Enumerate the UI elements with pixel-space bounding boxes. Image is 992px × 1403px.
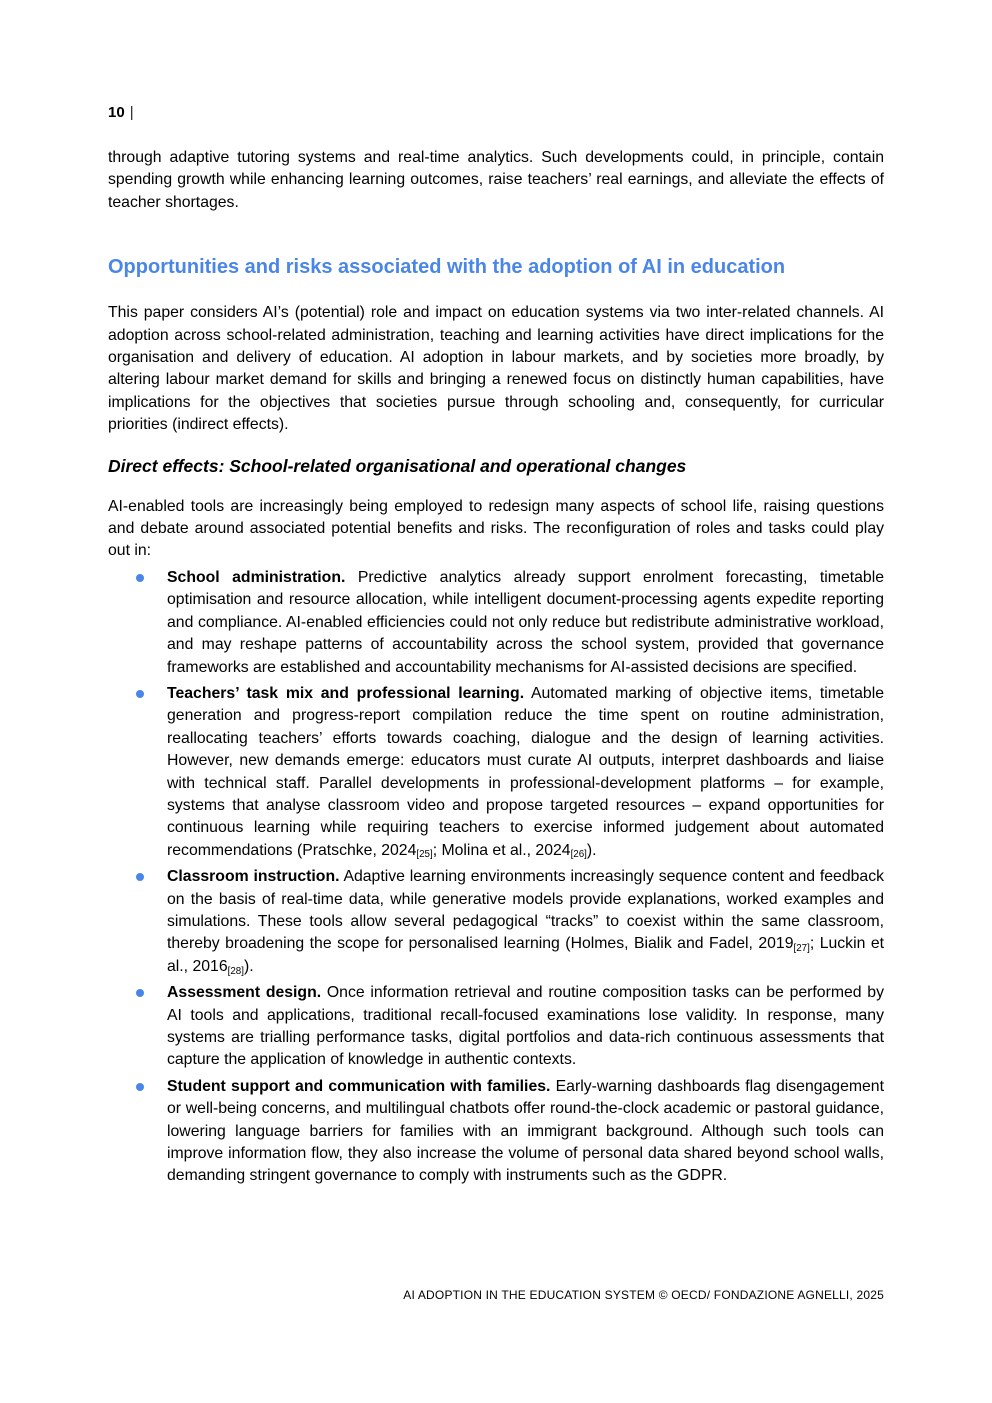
citation-ref: [26] xyxy=(570,849,587,861)
bullet-label: Classroom instruction. xyxy=(167,868,340,886)
bullet-text: Automated marking of objective items, timetable generation and progress-report compilation reduce the time spent on routine administration, reallocating teachers’ efforts towards coaching, dialogue and the design of learning activities. However, new demands emerge: educators must curate AI outputs, interpret dashboards and liaise with technical staff. Parallel developments in professional-development platforms – for example, systems that analyse classroom video and propose targeted resources – expand opportunities for continuous learning while requiring teachers to exercise informed judgement about automated recommendations (Pratschke, $2024_{[25]}$; Molina et al., $2024_{[26]}$). xyxy=(167,684,885,861)
intro-paragraph: through adaptive tutoring systems and real-time analytics. Such developments could, in principle, contain spending growth while enhancing learning outcomes, raise teachers’ real earnings, and alleviate the effects of teacher shortages. xyxy=(108,149,884,211)
bullet-icon xyxy=(136,873,144,881)
citation-ref: [28] xyxy=(227,965,244,977)
bullet-text: Adaptive learning environments increasingly sequence content and feedback on the basis of real-time data, while generative models provide explanations, worked examples and simulations. These tools allow several pedagogical “tracks” to coexist within the same classroom, thereby broadening the scope for personalised learning (Holmes, Bialik and Fadel, $2019_{[27]}$; Luckin et al., $2016_{[28]}$). xyxy=(167,868,884,977)
list-item xyxy=(167,866,884,978)
bullet-text: Early-warning dashboards flag disengagement or well-being concerns, and multilingual chatbots offer round-the-clock academic or pastoral guidance, lowering language barriers for families with an immigrant background. Although such tools can improve information flow, they also increase the volume of personal data shared beyond school walls, demanding stringent governance to comply with instruments such as the GDPR. xyxy=(167,1077,884,1185)
subsection-heading: Direct effects: School-related organisational and operational changes xyxy=(108,455,687,476)
bullet-icon xyxy=(136,690,144,698)
subsection-paragraph: AI-enabled tools are increasingly being employed to redesign many aspects of school life, raising questions and debate around associated potential benefits and risks. The reconfiguration of roles and tasks could play out in: xyxy=(108,497,884,560)
page-header xyxy=(108,104,884,122)
page-header-divider: | xyxy=(129,104,134,121)
citation-ref: [27] xyxy=(793,943,810,955)
bullet-icon xyxy=(136,574,144,582)
bullet-label: School administration. xyxy=(167,568,346,586)
bullet-icon xyxy=(136,1083,144,1091)
page-footer: AI ADOPTION IN THE EDUCATION SYSTEM © OECD/ FONDAZIONE AGNELLI, 2025 xyxy=(403,1288,884,1302)
citation-ref: [25] xyxy=(416,849,433,861)
list-item xyxy=(167,982,884,1072)
bullet-text: Once information retrieval and routine composition tasks can be performed by AI tools and applications, traditional recall-focused examinations lose validity. In response, many systems are trialling performance tasks, digital portfolios and data-rich continuous assessments that capture the application of knowledge in authentic contexts. xyxy=(167,984,884,1069)
bullet-text: Predictive analytics already support enrolment forecasting, timetable optimisation and resource allocation, while intelligent document-processing agents expedite reporting and compliance. AI-enabled efficiencies could not only reduce but redistribute administrative workload, and may reshape patterns of accountability across the school system, provided that governance frameworks are established and accountability mechanisms for AI-assisted decisions are specified. xyxy=(167,568,884,676)
list-item xyxy=(167,1076,884,1188)
section-paragraph: This paper considers AI’s (potential) role and impact on education systems via two inter-related channels. AI adoption across school-related administration, teaching and learning activities have direct implications for the organisation and delivery of education. AI adoption in labour markets, and by societies more broadly, by altering labour market demand for skills and bringing a renewed focus on distinctly human capabilities, have implications for the objectives that societies pursue through schooling and, consequently, for curricular priorities (indirect effects). xyxy=(108,304,884,434)
bullet-label: Teachers’ task mix and professional learning. xyxy=(167,684,525,702)
list-item xyxy=(167,567,884,679)
page-number: 10 xyxy=(108,104,125,121)
section-heading: Opportunities and risks associated with the adoption of AI in education xyxy=(108,256,786,279)
bullet-label: Assessment design. xyxy=(167,984,322,1002)
bullet-icon xyxy=(136,989,144,997)
bullet-label: Student support and communication with families. xyxy=(167,1077,551,1095)
list-item xyxy=(167,683,884,862)
bullet-list xyxy=(108,567,884,1188)
